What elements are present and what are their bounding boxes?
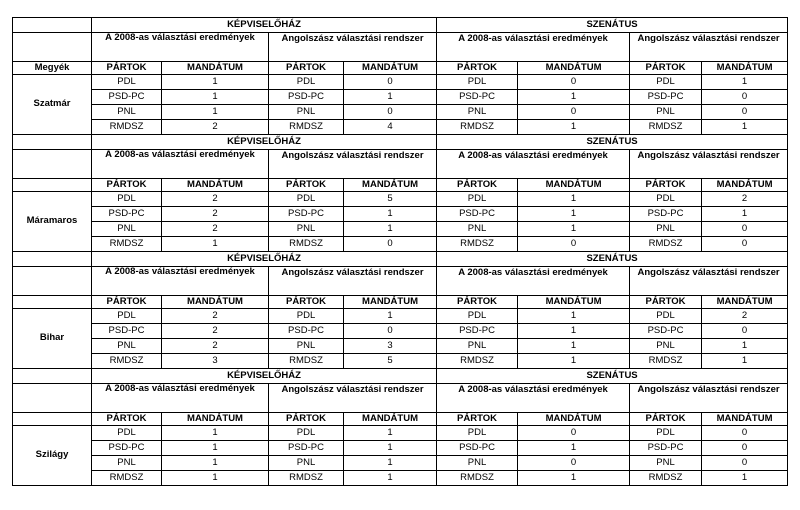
party-column-header: PÁRTOK [269,296,344,309]
party-cell: PSD-PC [630,324,702,339]
chamber-header-row [13,369,788,384]
results-table [12,17,788,486]
party-cell: PSD-PC [437,441,518,456]
system-ang-header: Angolszász választási rendszer [269,384,437,413]
party-cell: PNL [92,105,162,120]
party-cell: PSD-PC [92,207,162,222]
mandate-cell: 1 [344,309,437,324]
mandate-column-header: MANDÁTUM [702,62,788,75]
table-row [13,120,788,135]
party-cell: PDL [437,192,518,207]
party-cell: PDL [269,192,344,207]
mandate-cell: 1 [518,441,630,456]
system-header-row [13,384,788,413]
mandate-cell: 0 [702,90,788,105]
mandate-cell: 1 [702,354,788,369]
empty-cell [13,267,92,296]
party-cell: PNL [92,339,162,354]
mandate-column-header: MANDÁTUM [518,179,630,192]
mandate-cell: 0 [702,324,788,339]
mandate-cell: 1 [702,207,788,222]
mandate-cell: 1 [518,471,630,486]
party-column-header: PÁRTOK [437,62,518,75]
mandate-cell: 1 [162,441,269,456]
chamber-senate-header: SZENÁTUS [437,18,788,33]
table-row [13,354,788,369]
mandate-column-header: MANDÁTUM [702,179,788,192]
system-2008-header: A 2008-as választási eredmények [92,267,269,296]
party-cell: PNL [269,456,344,471]
chamber-house-header: KÉPVISELŐHÁZ [92,369,437,384]
chamber-senate-header: SZENÁTUS [437,135,788,150]
party-cell: PSD-PC [269,441,344,456]
party-cell: PNL [630,105,702,120]
party-cell: PSD-PC [630,90,702,105]
table-row [13,426,788,441]
mandate-cell: 2 [162,222,269,237]
party-column-header: PÁRTOK [92,62,162,75]
party-cell: RMDSZ [92,471,162,486]
mandate-column-header: MANDÁTUM [344,179,437,192]
table-row [13,105,788,120]
mandate-cell: 2 [162,339,269,354]
party-cell: PSD-PC [437,90,518,105]
mandate-cell: 1 [162,471,269,486]
empty-cell [13,150,92,179]
party-cell: PSD-PC [437,324,518,339]
party-cell: PSD-PC [92,90,162,105]
mandate-cell: 1 [162,90,269,105]
party-column-header: PÁRTOK [630,179,702,192]
mandate-cell: 0 [702,105,788,120]
party-cell: PNL [437,105,518,120]
party-cell: PNL [92,456,162,471]
column-header-row [13,62,788,75]
party-cell: PNL [630,222,702,237]
mandate-cell: 2 [162,324,269,339]
party-column-header: PÁRTOK [437,413,518,426]
party-cell: RMDSZ [630,120,702,135]
mandate-cell: 2 [162,120,269,135]
mandate-cell: 0 [518,237,630,252]
mandate-cell: 5 [344,354,437,369]
mandate-column-header: MANDÁTUM [162,179,269,192]
mandate-column-header: MANDÁTUM [162,296,269,309]
mandate-cell: 0 [344,105,437,120]
party-column-header: PÁRTOK [92,179,162,192]
mandate-cell: 0 [702,426,788,441]
mandate-cell: 1 [344,207,437,222]
table-row [13,237,788,252]
chamber-header-row [13,135,788,150]
mandate-cell: 0 [702,441,788,456]
party-cell: PSD-PC [437,207,518,222]
mandate-cell: 1 [344,441,437,456]
party-cell: PNL [437,456,518,471]
party-column-header: PÁRTOK [269,413,344,426]
mandate-cell: 0 [702,456,788,471]
mandate-column-header: MANDÁTUM [518,296,630,309]
chamber-header-row [13,252,788,267]
mandate-cell: 0 [344,237,437,252]
mandate-cell: 1 [162,456,269,471]
mandate-cell: 0 [518,456,630,471]
mandate-cell: 2 [162,192,269,207]
system-ang-header: Angolszász választási rendszer [269,150,437,179]
mandate-cell: 0 [518,75,630,90]
table-row [13,90,788,105]
mandate-cell: 1 [518,354,630,369]
mandate-column-header: MANDÁTUM [344,296,437,309]
party-cell: PDL [269,309,344,324]
empty-cell [13,413,92,426]
party-cell: PSD-PC [269,207,344,222]
table-row [13,471,788,486]
system-2008-header: A 2008-as választási eredmények [92,150,269,179]
table-row [13,207,788,222]
system-ang-header: Angolszász választási rendszer [630,267,788,296]
mandate-cell: 1 [702,75,788,90]
mandate-cell: 3 [344,339,437,354]
county-name: Máramaros [13,192,92,252]
system-2008-header: A 2008-as választási eredmények [437,33,630,62]
system-2008-header: A 2008-as választási eredmények [92,33,269,62]
column-header-row [13,179,788,192]
party-cell: RMDSZ [269,237,344,252]
table-row [13,441,788,456]
party-cell: PDL [437,426,518,441]
party-cell: PDL [630,192,702,207]
mandate-cell: 2 [162,309,269,324]
system-ang-header: Angolszász választási rendszer [630,384,788,413]
party-column-header: PÁRTOK [437,296,518,309]
empty-cell [13,179,92,192]
column-header-row [13,296,788,309]
party-cell: PSD-PC [92,441,162,456]
party-column-header: PÁRTOK [437,179,518,192]
table-row [13,75,788,90]
chamber-senate-header: SZENÁTUS [437,369,788,384]
table-row [13,192,788,207]
county-name: Szatmár [13,75,92,135]
results-table-body [13,18,788,486]
party-cell: PSD-PC [269,324,344,339]
system-ang-header: Angolszász választási rendszer [630,33,788,62]
system-ang-header: Angolszász választási rendszer [269,267,437,296]
mandate-cell: 1 [518,120,630,135]
mandate-cell: 1 [162,237,269,252]
party-column-header: PÁRTOK [92,413,162,426]
mandate-column-header: MANDÁTUM [162,413,269,426]
party-column-header: PÁRTOK [630,62,702,75]
party-cell: RMDSZ [92,354,162,369]
party-cell: RMDSZ [630,354,702,369]
mandate-cell: 0 [344,324,437,339]
mandate-column-header: MANDÁTUM [702,413,788,426]
mandate-cell: 4 [344,120,437,135]
empty-cell [13,18,92,33]
party-column-header: PÁRTOK [92,296,162,309]
party-cell: PDL [269,75,344,90]
mandate-cell: 1 [344,426,437,441]
mandate-cell: 1 [162,105,269,120]
mandate-cell: 0 [518,105,630,120]
mandate-column-header: MANDÁTUM [518,413,630,426]
system-header-row [13,33,788,62]
party-cell: RMDSZ [269,471,344,486]
system-header-row [13,267,788,296]
mandate-column-header: MANDÁTUM [344,413,437,426]
party-cell: PSD-PC [630,207,702,222]
chamber-house-header: KÉPVISELŐHÁZ [92,135,437,150]
party-cell: PNL [630,456,702,471]
mandate-cell: 3 [162,354,269,369]
table-row [13,324,788,339]
mandate-cell: 1 [518,222,630,237]
party-cell: PDL [92,192,162,207]
mandate-column-header: MANDÁTUM [344,62,437,75]
mandate-cell: 1 [518,192,630,207]
party-cell: RMDSZ [437,354,518,369]
system-2008-header: A 2008-as választási eredmények [437,267,630,296]
table-row [13,309,788,324]
party-cell: RMDSZ [269,354,344,369]
mandate-cell: 0 [702,222,788,237]
party-cell: PNL [269,339,344,354]
mandate-cell: 2 [702,309,788,324]
column-header-row [13,413,788,426]
mandate-cell: 5 [344,192,437,207]
party-column-header: PÁRTOK [630,413,702,426]
party-cell: PSD-PC [630,441,702,456]
party-cell: RMDSZ [437,471,518,486]
party-cell: RMDSZ [630,237,702,252]
party-cell: PNL [92,222,162,237]
mandate-cell: 1 [162,75,269,90]
county-name: Szilágy [13,426,92,486]
chamber-house-header: KÉPVISELŐHÁZ [92,18,437,33]
table-row [13,339,788,354]
party-cell: PNL [437,222,518,237]
party-cell: PDL [92,309,162,324]
party-column-header: PÁRTOK [269,179,344,192]
party-cell: PNL [437,339,518,354]
chamber-house-header: KÉPVISELŐHÁZ [92,252,437,267]
empty-cell [13,369,92,384]
mandate-column-header: MANDÁTUM [518,62,630,75]
mandate-cell: 1 [702,471,788,486]
table-row [13,222,788,237]
party-cell: PSD-PC [92,324,162,339]
county-name: Bihar [13,309,92,369]
empty-cell [13,384,92,413]
table-row [13,456,788,471]
mandate-cell: 1 [344,471,437,486]
party-cell: PDL [630,75,702,90]
county-column-header: Megyék [13,62,92,75]
party-cell: PNL [630,339,702,354]
results-table-container [12,17,788,486]
mandate-cell: 0 [518,426,630,441]
mandate-cell: 1 [518,324,630,339]
party-cell: RMDSZ [269,120,344,135]
chamber-senate-header: SZENÁTUS [437,252,788,267]
mandate-cell: 1 [518,339,630,354]
system-2008-header: A 2008-as választási eredmények [437,384,630,413]
party-cell: PDL [630,309,702,324]
mandate-cell: 1 [702,120,788,135]
party-column-header: PÁRTOK [630,296,702,309]
party-cell: PNL [269,105,344,120]
party-column-header: PÁRTOK [269,62,344,75]
mandate-cell: 2 [702,192,788,207]
party-cell: RMDSZ [92,237,162,252]
mandate-cell: 1 [518,309,630,324]
chamber-header-row [13,18,788,33]
empty-cell [13,33,92,62]
mandate-cell: 1 [518,207,630,222]
party-cell: RMDSZ [437,237,518,252]
party-cell: PDL [437,309,518,324]
system-ang-header: Angolszász választási rendszer [269,33,437,62]
party-cell: PDL [630,426,702,441]
mandate-cell: 1 [518,90,630,105]
party-cell: PDL [437,75,518,90]
mandate-cell: 0 [344,75,437,90]
empty-cell [13,296,92,309]
system-ang-header: Angolszász választási rendszer [630,150,788,179]
party-cell: RMDSZ [630,471,702,486]
mandate-cell: 0 [702,237,788,252]
empty-cell [13,252,92,267]
system-header-row [13,150,788,179]
system-2008-header: A 2008-as választási eredmények [437,150,630,179]
party-cell: PDL [92,75,162,90]
party-cell: RMDSZ [437,120,518,135]
empty-cell [13,135,92,150]
mandate-cell: 1 [344,222,437,237]
party-cell: RMDSZ [92,120,162,135]
mandate-cell: 2 [162,207,269,222]
mandate-cell: 1 [702,339,788,354]
party-cell: PNL [269,222,344,237]
party-cell: PDL [92,426,162,441]
party-cell: PDL [269,426,344,441]
system-2008-header: A 2008-as választási eredmények [92,384,269,413]
mandate-column-header: MANDÁTUM [702,296,788,309]
mandate-column-header: MANDÁTUM [162,62,269,75]
mandate-cell: 1 [162,426,269,441]
mandate-cell: 1 [344,456,437,471]
party-cell: PSD-PC [269,90,344,105]
mandate-cell: 1 [344,90,437,105]
